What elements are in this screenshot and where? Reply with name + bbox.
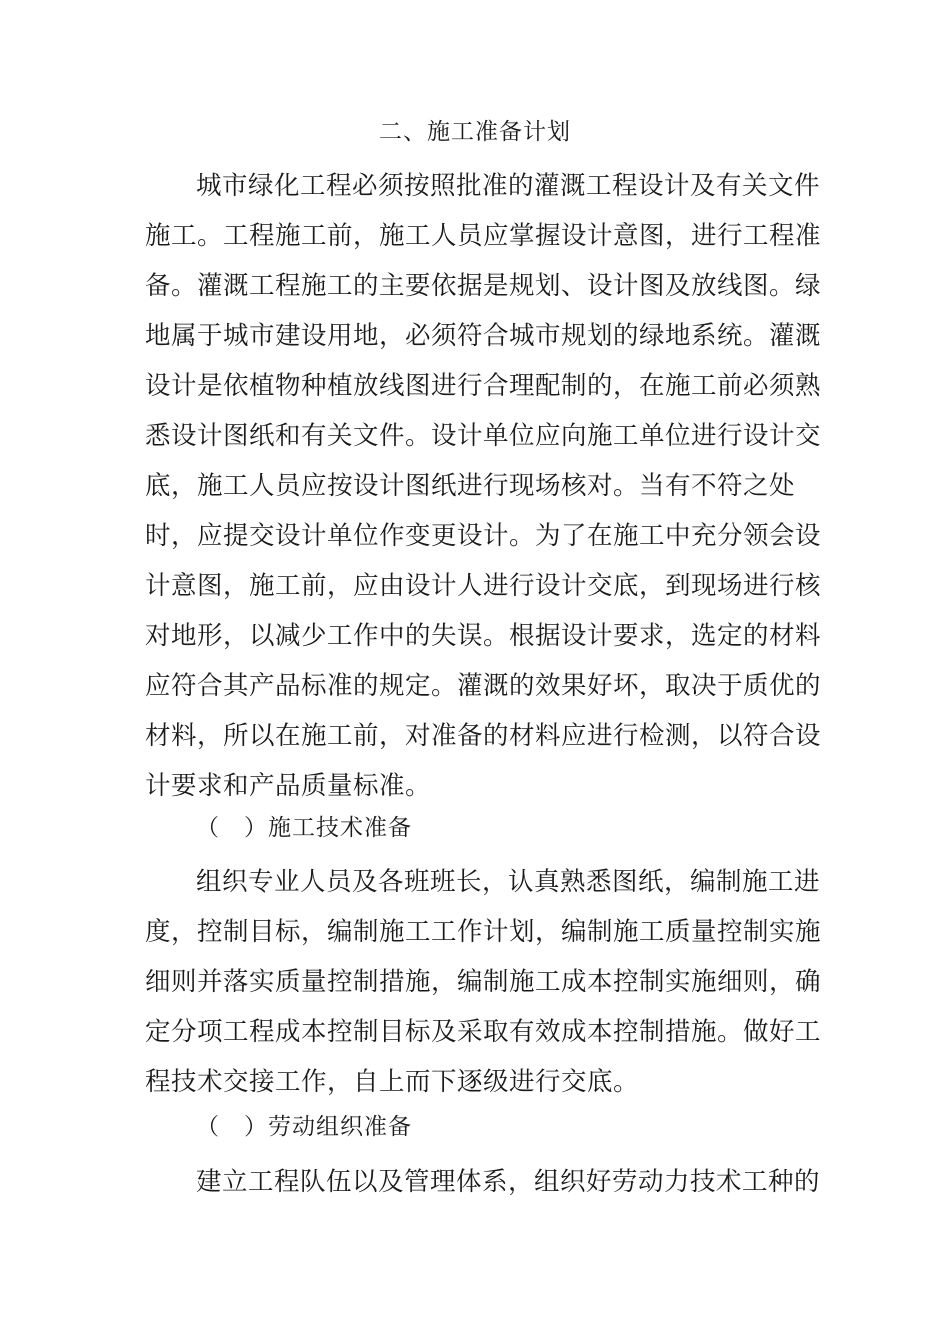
- labor-organization-heading: （ ）劳动组织准备: [196, 1114, 412, 1140]
- intro-paragraph: 城市绿化工程必须按照批准的灌溉工程设计及有关文件施工。工程施工前，施工人员应掌握设计意图，进行工程准备。灌溉工程施工的主要依据是规划、设计图及放线图。绿地属于城市建设用地，必须符合城市规划的绿地系统。灌溉设计是依植物种植放线图进行合理配制的，在施工前必须熟悉设计图纸和有关文件。设计单位应向施工单位进行设计交底，施工人员应按设计图纸进行现场核对。当有不符之处时，应提交设计单位作变更设计。为了在施工中充分领会设计意图，施工前，应由设计人进行设计交底，到现场进行核对地形，以减少工作中的失误。根据设计要求，选定的材料应符合其产品标准的规定。灌溉的效果好坏，取决于质优的材料，所以在施工前，对准备的材料应进行检测，以符合设计要求和产品质量标准。: [145, 171, 822, 801]
- technical-preparation-paragraph: 组织专业人员及各班班长，认真熟悉图纸，编制施工进度，控制目标，编制施工工作计划，编制施工质量控制实施细则并落实质量控制措施，编制施工成本控制实施细则，确定分项工程成本控制目标及采取有效成本控制措施。做好工程技术交接工作，自上而下逐级进行交底。: [145, 867, 822, 1097]
- technical-preparation-heading: （ ）施工技术准备: [196, 815, 412, 841]
- labor-organization-paragraph: 建立工程队伍以及管理体系，组织好劳动力技术工种的: [196, 1167, 821, 1197]
- section-title: 二、施工准备计划: [379, 119, 571, 145]
